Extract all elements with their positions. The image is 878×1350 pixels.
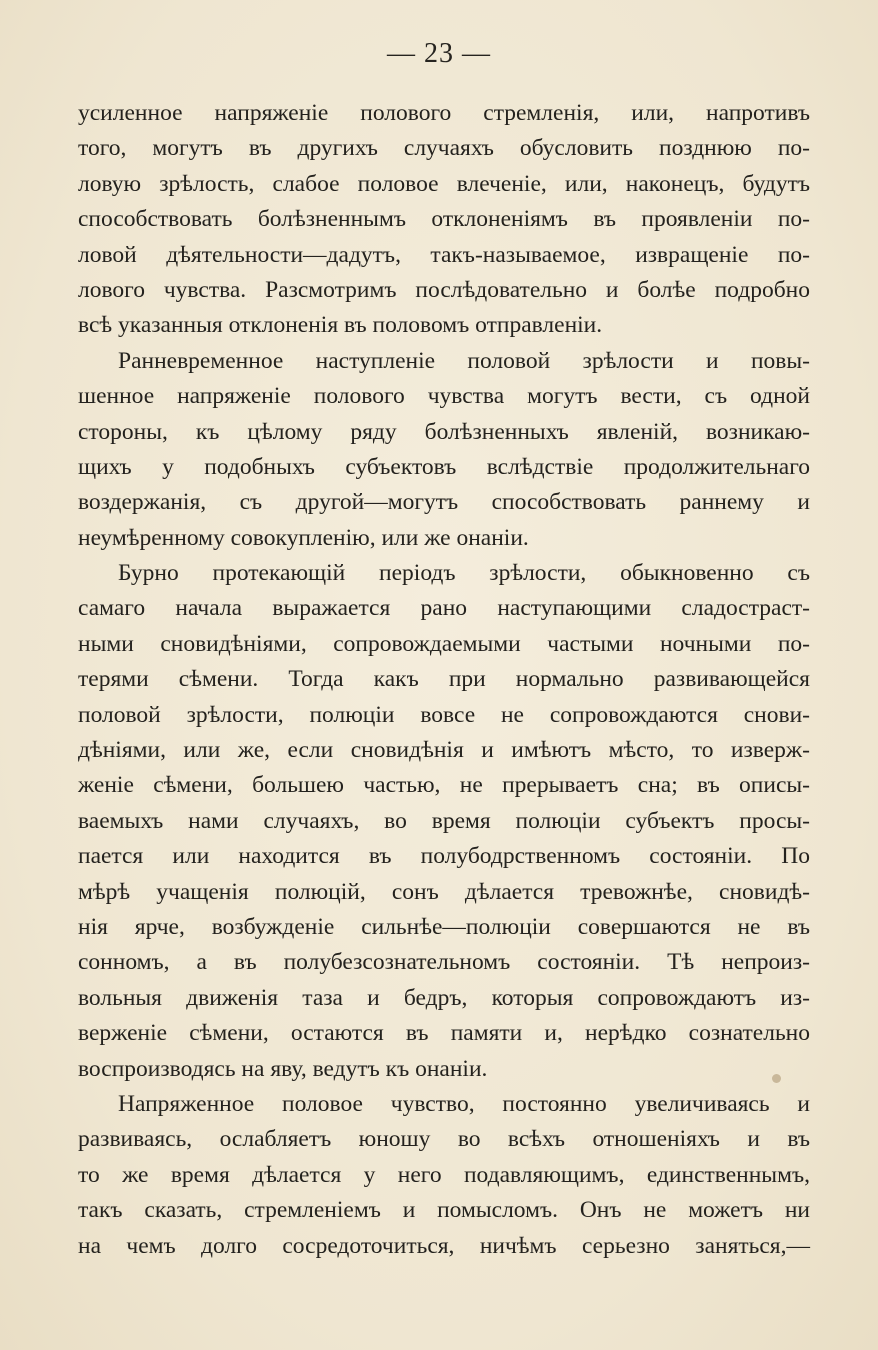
text-line: дѣніями, или же, если сновидѣнія и имѣютъ мѣсто, то изверж-: [78, 737, 810, 764]
text-line: вольныя движенія таза и бедръ, которыя сопровождаютъ из-: [78, 984, 810, 1011]
text-line: терями сѣмени. Тогда какъ при нормально развивающейся: [78, 666, 810, 693]
text-line: пается или находится въ полубодрственномъ состояніи. По: [78, 843, 810, 870]
text-line: ловую зрѣлость, слабое половое влеченіе, или, наконецъ, будутъ: [78, 170, 810, 197]
text-line: мѣрѣ учащенія полюцій, сонъ дѣлается тревожнѣе, сновидѣ-: [78, 878, 810, 905]
text-line: стороны, къ цѣлому ряду болѣзненныхъ явленій, возникаю-: [78, 418, 810, 445]
text-line: Ранневременное наступленіе половой зрѣлости и повы-: [118, 347, 810, 374]
text-line: щихъ у подобныхъ субъектовъ вслѣдствіе продолжительнаго: [78, 453, 810, 480]
text-line: Бурно протекающій періодъ зрѣлости, обыкновенно съ: [118, 560, 810, 587]
text-line: воспроизводясь на яву, ведутъ къ онаніи.: [78, 1055, 488, 1082]
text-line: половой зрѣлости, полюціи вовсе не сопровождаются снови-: [78, 701, 810, 728]
text-line: усиленное напряженіе полового стремленія, или, напротивъ: [78, 100, 810, 126]
text-line: сонномъ, а въ полубезсознательномъ состояніи. Тѣ непроиз-: [78, 949, 810, 976]
text-line: на чемъ долго сосредоточиться, ничѣмъ серьезно заняться,—: [78, 1232, 810, 1259]
text-line: шенное напряженіе полового чувства могутъ вести, съ одной: [78, 383, 810, 410]
paragraph: [78, 344, 810, 556]
paragraph: [78, 556, 810, 1087]
text-line: развиваясь, ослабляетъ юношу во всѣхъ отношеніяхъ и въ: [78, 1126, 810, 1153]
body-text: [78, 96, 810, 1264]
paper-speck: [772, 1074, 781, 1083]
paragraph: [78, 96, 810, 344]
text-line: того, могутъ въ другихъ случаяхъ обусловить позднюю по-: [78, 135, 810, 162]
text-line: всѣ указанныя отклоненія въ половомъ отправленіи.: [78, 312, 603, 339]
paragraph: [78, 1087, 810, 1264]
text-line: лового чувства. Разсмотримъ послѣдовательно и болѣе подробно: [78, 276, 810, 303]
text-line: нія ярче, возбужденіе сильнѣе—полюціи совершаются не въ: [78, 913, 810, 940]
text-line: ловой дѣятельности—дадутъ, такъ-называемое, извращеніе по-: [78, 241, 810, 268]
text-line: способствовать болѣзненнымъ отклоненіямъ въ проявленіи по-: [78, 206, 810, 233]
text-line: женіе сѣмени, большею частью, не прерываетъ сна; въ описы-: [78, 772, 810, 799]
text-line: Напряженное половое чувство, постоянно увеличиваясь и: [118, 1090, 810, 1117]
text-line: верженіе сѣмени, остаются въ памяти и, нерѣдко сознательно: [78, 1020, 810, 1047]
text-line: такъ сказать, стремленіемъ и помысломъ. Онъ не можетъ ни: [78, 1197, 810, 1224]
text-line: воздержанія, съ другой—могутъ способствовать раннему и: [78, 489, 810, 516]
text-line: ными сновидѣніями, сопровождаемыми частыми ночными по-: [78, 630, 810, 657]
text-line: самаго начала выражается рано наступающими сладостраст-: [78, 595, 810, 622]
page-number: — 23 —: [387, 38, 491, 69]
text-line: неумѣренному совокупленію, или же онаніи.: [78, 524, 529, 551]
text-line: ваемыхъ нами случаяхъ, во время полюціи субъектъ просы-: [78, 807, 810, 834]
text-line: то же время дѣлается у него подавляющимъ, единственнымъ,: [78, 1161, 810, 1188]
